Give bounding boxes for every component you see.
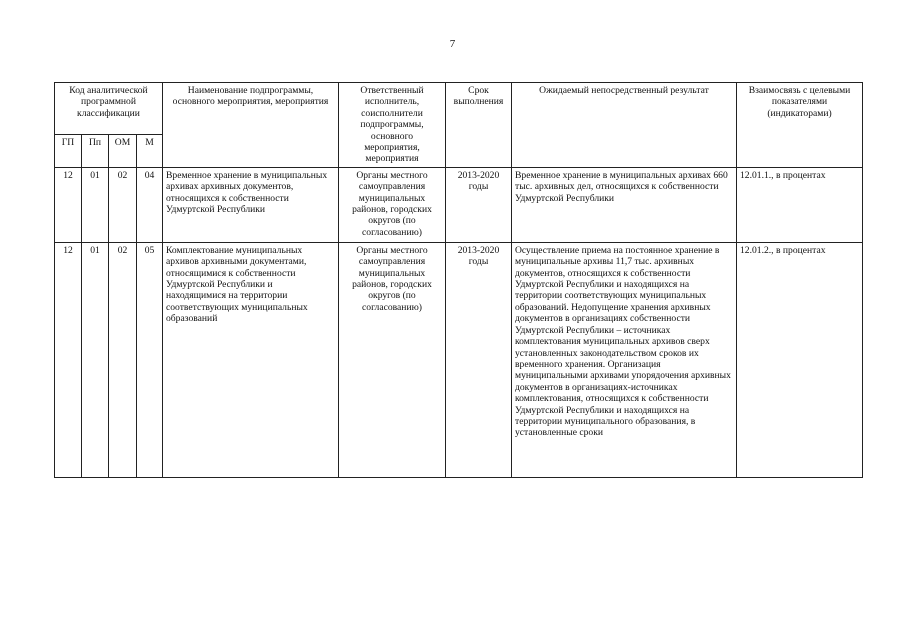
cell-gp: 12	[55, 167, 82, 242]
cell-gp: 12	[55, 242, 82, 477]
header-row-top	[55, 83, 863, 135]
table-row	[55, 242, 863, 477]
header-code-om: ОМ	[109, 134, 137, 167]
header-code-m: М	[137, 134, 163, 167]
header-relation: Взаимосвязь с целевыми показателями (индикаторами)	[737, 83, 863, 168]
cell-result: Временное хранение в муниципальных архивах 660 тыс. архивных дел, относящихся к собственности Удмуртской Республики	[512, 167, 737, 242]
cell-relation: 12.01.2., в процентах	[737, 242, 863, 477]
header-code-group: Код аналитической программной классификации	[55, 83, 163, 135]
cell-m: 04	[137, 167, 163, 242]
cell-result: Осуществление приема на постоянное хранение в муниципальные архивы 11,7 тыс. архивных документов, относящихся к собственности Удмуртской Республики и находящихся на территории соответствующих муниципальных образований. Недопущение хранения архивных документов в организациях собственности Удмуртской Республики – источниках комплектования муниципальных архивов сверх установленных законодательством сроков их временного хранения. Организация муниципальными архивами упорядочения архивных документов в организациях-источниках комплектования, относящихся к собственности Удмуртской Республики и находящихся на территории муниципального образования, в установленные сроки	[512, 242, 737, 477]
table-row	[55, 167, 863, 242]
header-code-pp: Пп	[82, 134, 109, 167]
program-table	[54, 82, 863, 478]
cell-name: Комплектование муниципальных архивов архивными документами, относящимися к собственности Удмуртской Республики и находящимися на территории соответствующих муниципальных образований	[163, 242, 339, 477]
cell-pp: 01	[82, 242, 109, 477]
cell-om: 02	[109, 167, 137, 242]
cell-executor: Органы местного самоуправления муниципальных районов, городских округов (по согласованию)	[339, 167, 446, 242]
page-number: 7	[449, 38, 456, 50]
cell-executor: Органы местного самоуправления муниципальных районов, городских округов (по согласованию)	[339, 242, 446, 477]
header-code-gp: ГП	[55, 134, 82, 167]
header-term: Срок выполнения	[446, 83, 512, 168]
cell-om: 02	[109, 242, 137, 477]
header-executor: Ответственный исполнитель, соисполнители подпрограммы, основного мероприятия, мероприятия	[339, 83, 446, 168]
header-name: Наименование подпрограммы, основного мероприятия, мероприятия	[163, 83, 339, 168]
cell-pp: 01	[82, 167, 109, 242]
cell-m: 05	[137, 242, 163, 477]
cell-term: 2013-2020 годы	[446, 242, 512, 477]
header-result: Ожидаемый непосредственный результат	[512, 83, 737, 168]
cell-name: Временное хранение в муниципальных архивах архивных документов, относящихся к собственности Удмуртской Республики	[163, 167, 339, 242]
cell-relation: 12.01.1., в процентах	[737, 167, 863, 242]
cell-term: 2013-2020 годы	[446, 167, 512, 242]
